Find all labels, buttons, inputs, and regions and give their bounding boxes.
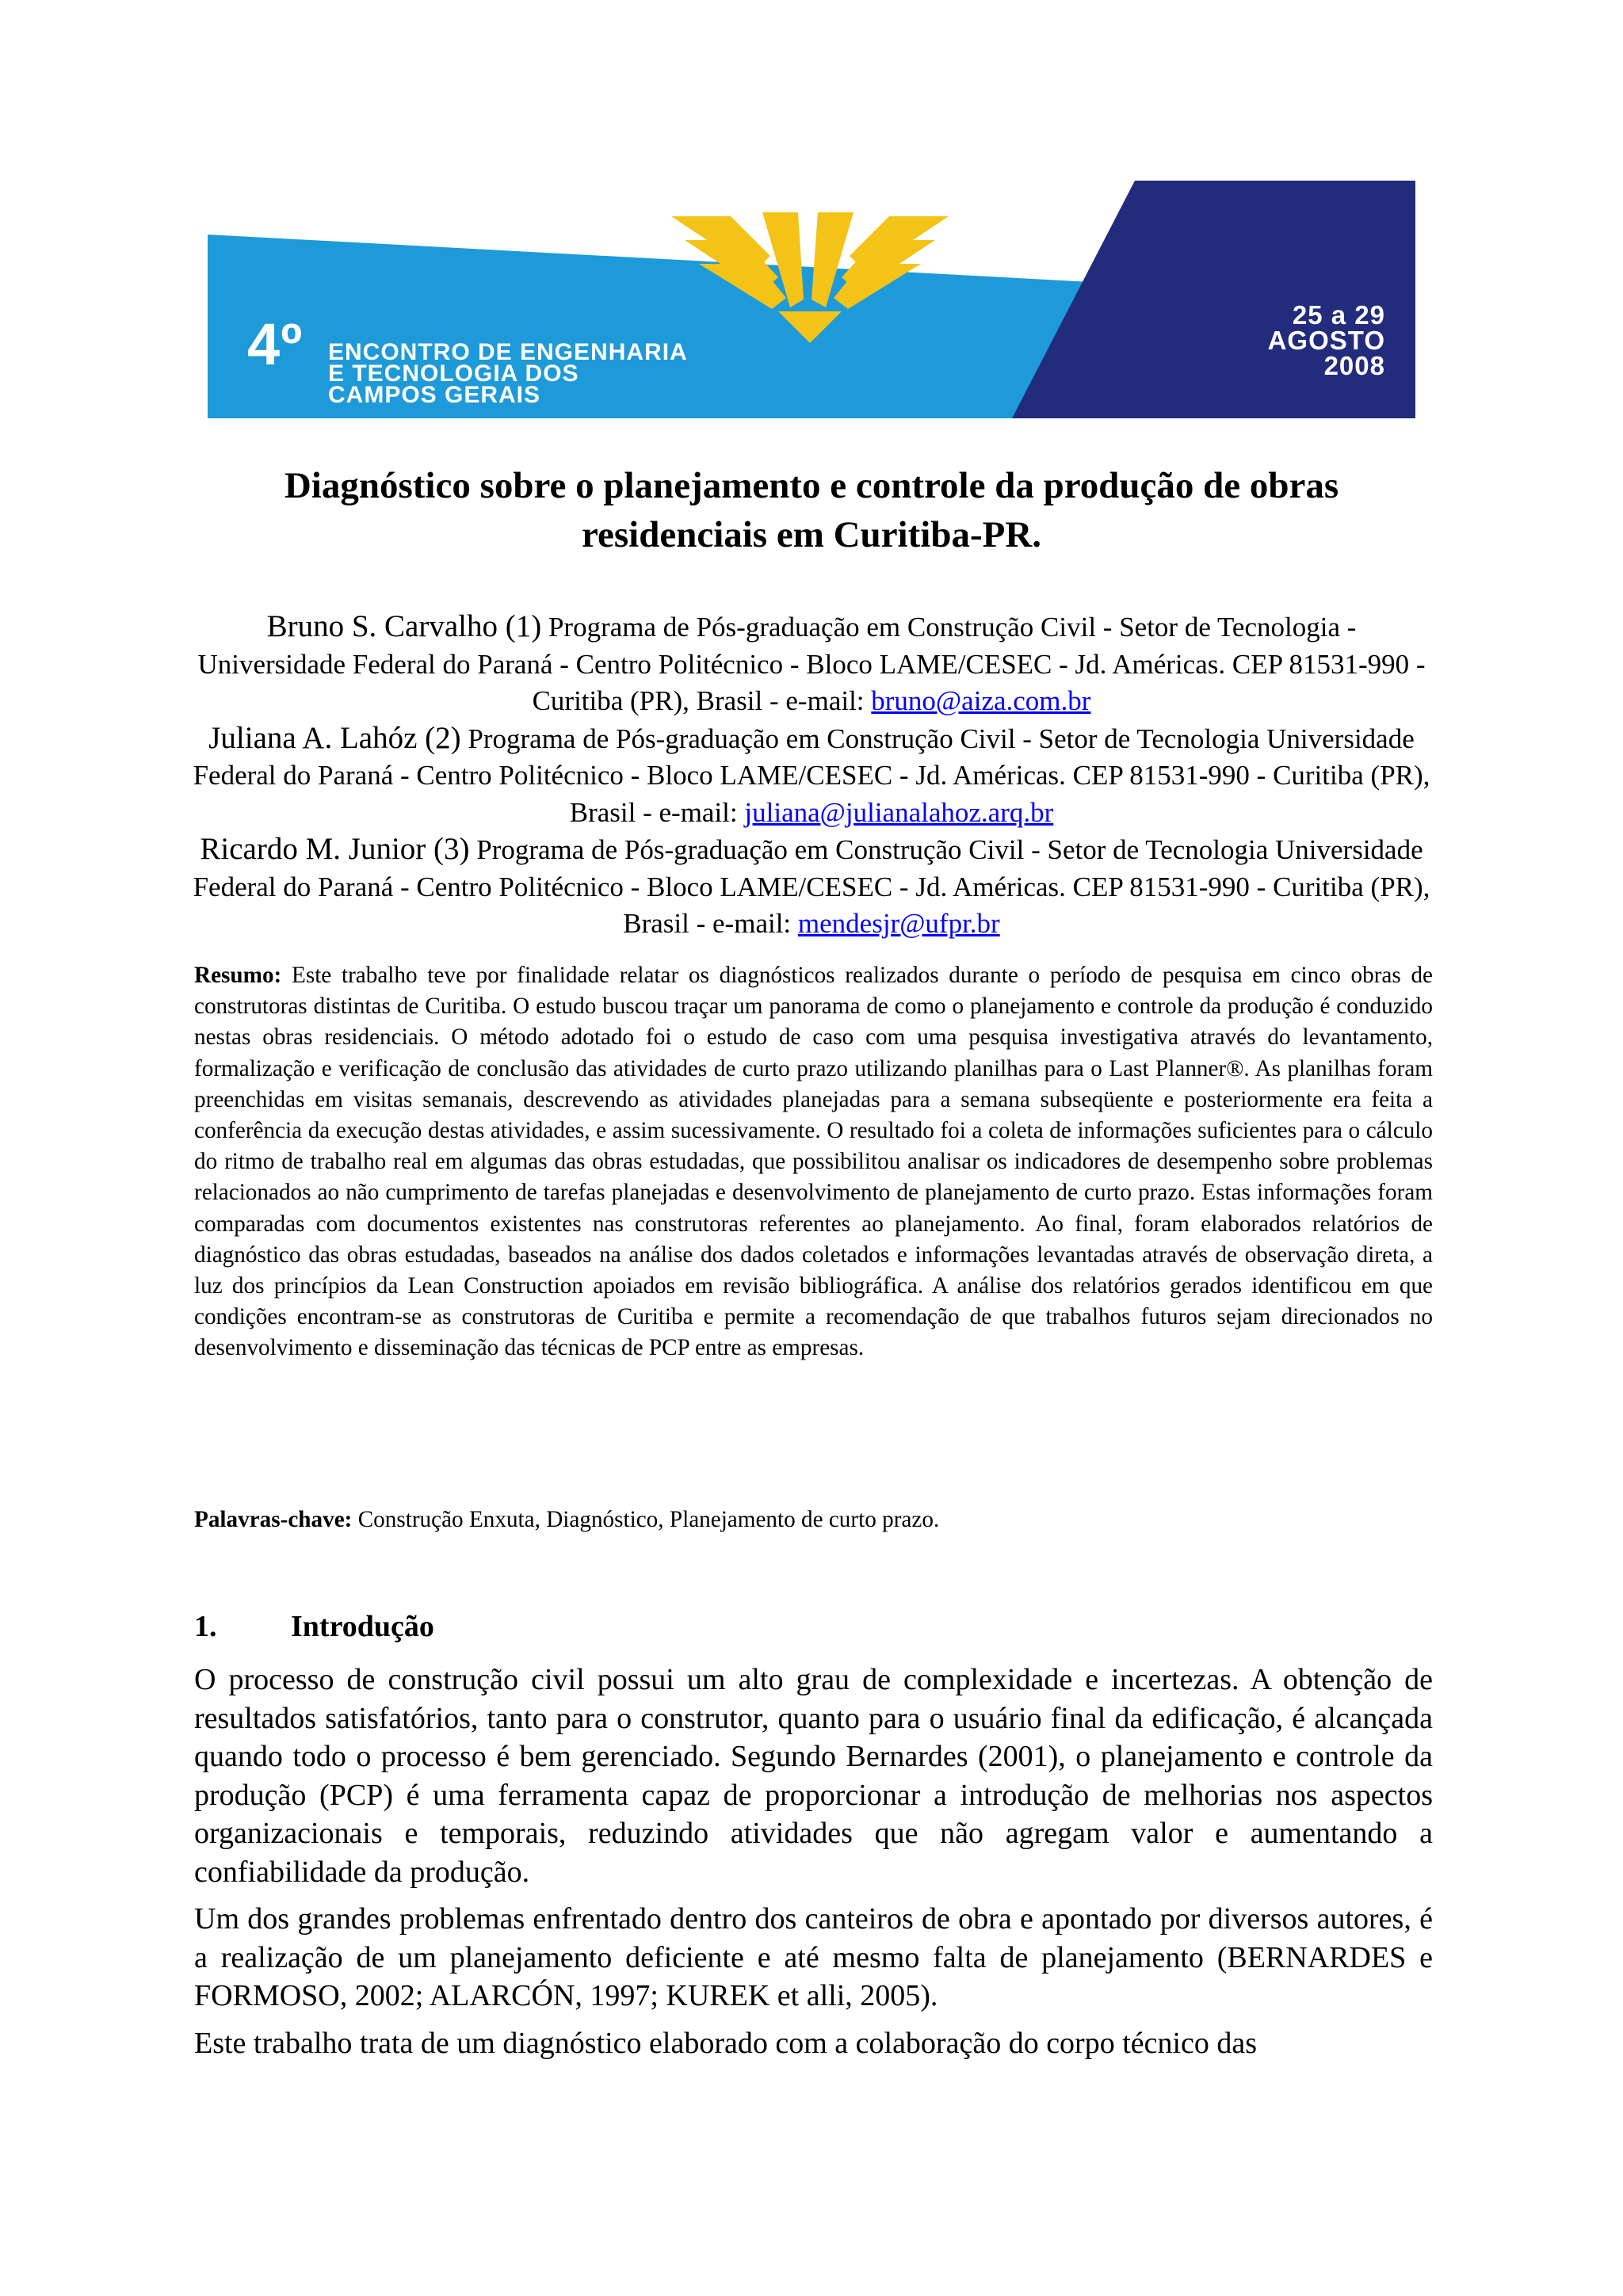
event-name-line-2: E TECNOLOGIA DOS (328, 360, 579, 387)
event-date-days: 25 a 29 (1292, 300, 1385, 330)
author-name: Juliana A. Lahóz (2) (208, 720, 461, 755)
author-block (190, 608, 1433, 943)
author-name: Bruno S. Carvalho (1) (266, 609, 542, 643)
event-date-year: 2008 (1323, 351, 1385, 380)
event-name-line-1: ENCONTRO DE ENGENHARIA (328, 339, 688, 365)
author-email-link[interactable]: bruno@aiza.com.br (871, 685, 1091, 716)
section-heading (194, 1607, 1433, 1646)
conference-banner (208, 181, 1415, 418)
paper-title: Diagnóstico sobre o planejamento e controle da produção de obras residenciais em Curitiba-PR. (284, 465, 1339, 555)
author-affiliation: Programa de Pós-graduação em Construção Civil - Setor de Tecnologia Universidade Federal do Paraná - Centro Politécnico - Bloco LAME/CESEC - Jd. Américas. CEP 81531-990 - Curitiba (PR), Brasil - e-mail: (193, 834, 1430, 939)
author-entry (190, 831, 1433, 943)
keywords (194, 1504, 1433, 1535)
author-entry (190, 720, 1433, 832)
keywords-label: Palavras-chave: (194, 1507, 353, 1532)
keywords-text: Construção Enxuta, Diagnóstico, Planejamento de curto prazo. (357, 1507, 940, 1532)
body-paragraph: Um dos grandes problemas enfrentado dentro dos canteiros de obra e apontado por diversos autores, é a realização de um planejamento deficiente e até mesmo falta de planejamento (BERNARDES e FORMOSO, 2002; ALARCÓN, 1997; KUREK et alli, 2005). (194, 1902, 1433, 2012)
body-paragraph: O processo de construção civil possui um alto grau de complexidade e incertezas. A obtenção de resultados satisfatórios, tanto para o construtor, quanto para o usuário final da edificação, é alcançada quando todo o processo é bem gerenciado. Segundo Bernardes (2001), o planejamento e controle da produção (PCP) é uma ferramenta capaz de proporcionar a introdução de melhorias nos aspectos organizacionais e temporais, reduzindo atividades que não agregam valor e aumentando a confiabilidade da produção. (194, 1663, 1433, 1889)
event-name-line-3: CAMPOS GERAIS (328, 382, 541, 408)
edition-number: 4º (247, 311, 304, 377)
author-name: Ricardo M. Junior (3) (200, 832, 470, 866)
author-affiliation: Programa de Pós-graduação em Construção Civil - Setor de Tecnologia Universidade Federal do Paraná - Centro Politécnico - Bloco LAME/CESEC - Jd. Américas. CEP 81531-990 - Curitiba (PR), Brasil - e-mail: (193, 723, 1430, 828)
event-date-month: AGOSTO (1267, 326, 1385, 355)
section-title: Introdução (291, 1610, 434, 1643)
author-affiliation: Programa de Pós-graduação em Construção Civil - Setor de Tecnologia - Universidade Federal do Paraná - Centro Politécnico - Bloco LAME/CESEC - Jd. Américas. CEP 81531-990 - Curitiba (PR), Brasil - e-mail: (197, 612, 1426, 716)
abstract-label: Resumo: (194, 963, 282, 988)
author-email-link[interactable]: mendesjr@ufpr.br (797, 908, 1000, 939)
section-number: 1. (194, 1610, 217, 1643)
abstract-text: Este trabalho teve por finalidade relatar os diagnósticos realizados durante o período de pesquisa em cinco obras de construtoras distintas de Curitiba. O estudo buscou traçar um panorama de como o planejamento e controle da produção é conduzido nestas obras residenciais. O método adotado foi o estudo de caso com uma pesquisa investigativa através do levantamento, formalização e verificação de conclusão das atividades de curto prazo utilizando planilhas para o Last Planner®. As planilhas foram preenchidas em visitas semanais, descrevendo as atividades planejadas para a semana subseqüente e posteriormente era feita a conferência da execução destas atividades, e assim sucessivamente. O resultado foi a coleta de informações suficientes para o cálculo do ritmo de trabalho real em algumas das obras estudadas, que possibilitou analisar os indicadores de desempenho sobre problemas relacionados ao não cumprimento de tarefas planejadas e desenvolvimento de planejamento de curto prazo. Estas informações foram comparadas com documentos existentes nas construtoras referentes ao planejamento. Ao final, foram elaborados relatórios de diagnóstico das obras estudadas, baseados na análise dos dados coletados e informações levantadas através de observação direta, a luz dos princípios da Lean Construction apoiados em revisão bibliográfica. A análise dos relatórios gerados identificou em que condições encontram-se as construtoras de Curitiba e permite a recomendação de que trabalhos futuros sejam direcionados no desenvolvimento e disseminação das técnicas de PCP entre as empresas. (194, 963, 1433, 1361)
body-paragraph: Este trabalho trata de um diagnóstico elaborado com a colaboração do corpo técnico das (194, 2027, 1258, 2060)
author-email-link[interactable]: juliana@julianalahoz.arq.br (744, 796, 1054, 828)
abstract (194, 960, 1433, 1364)
author-entry (190, 608, 1433, 720)
